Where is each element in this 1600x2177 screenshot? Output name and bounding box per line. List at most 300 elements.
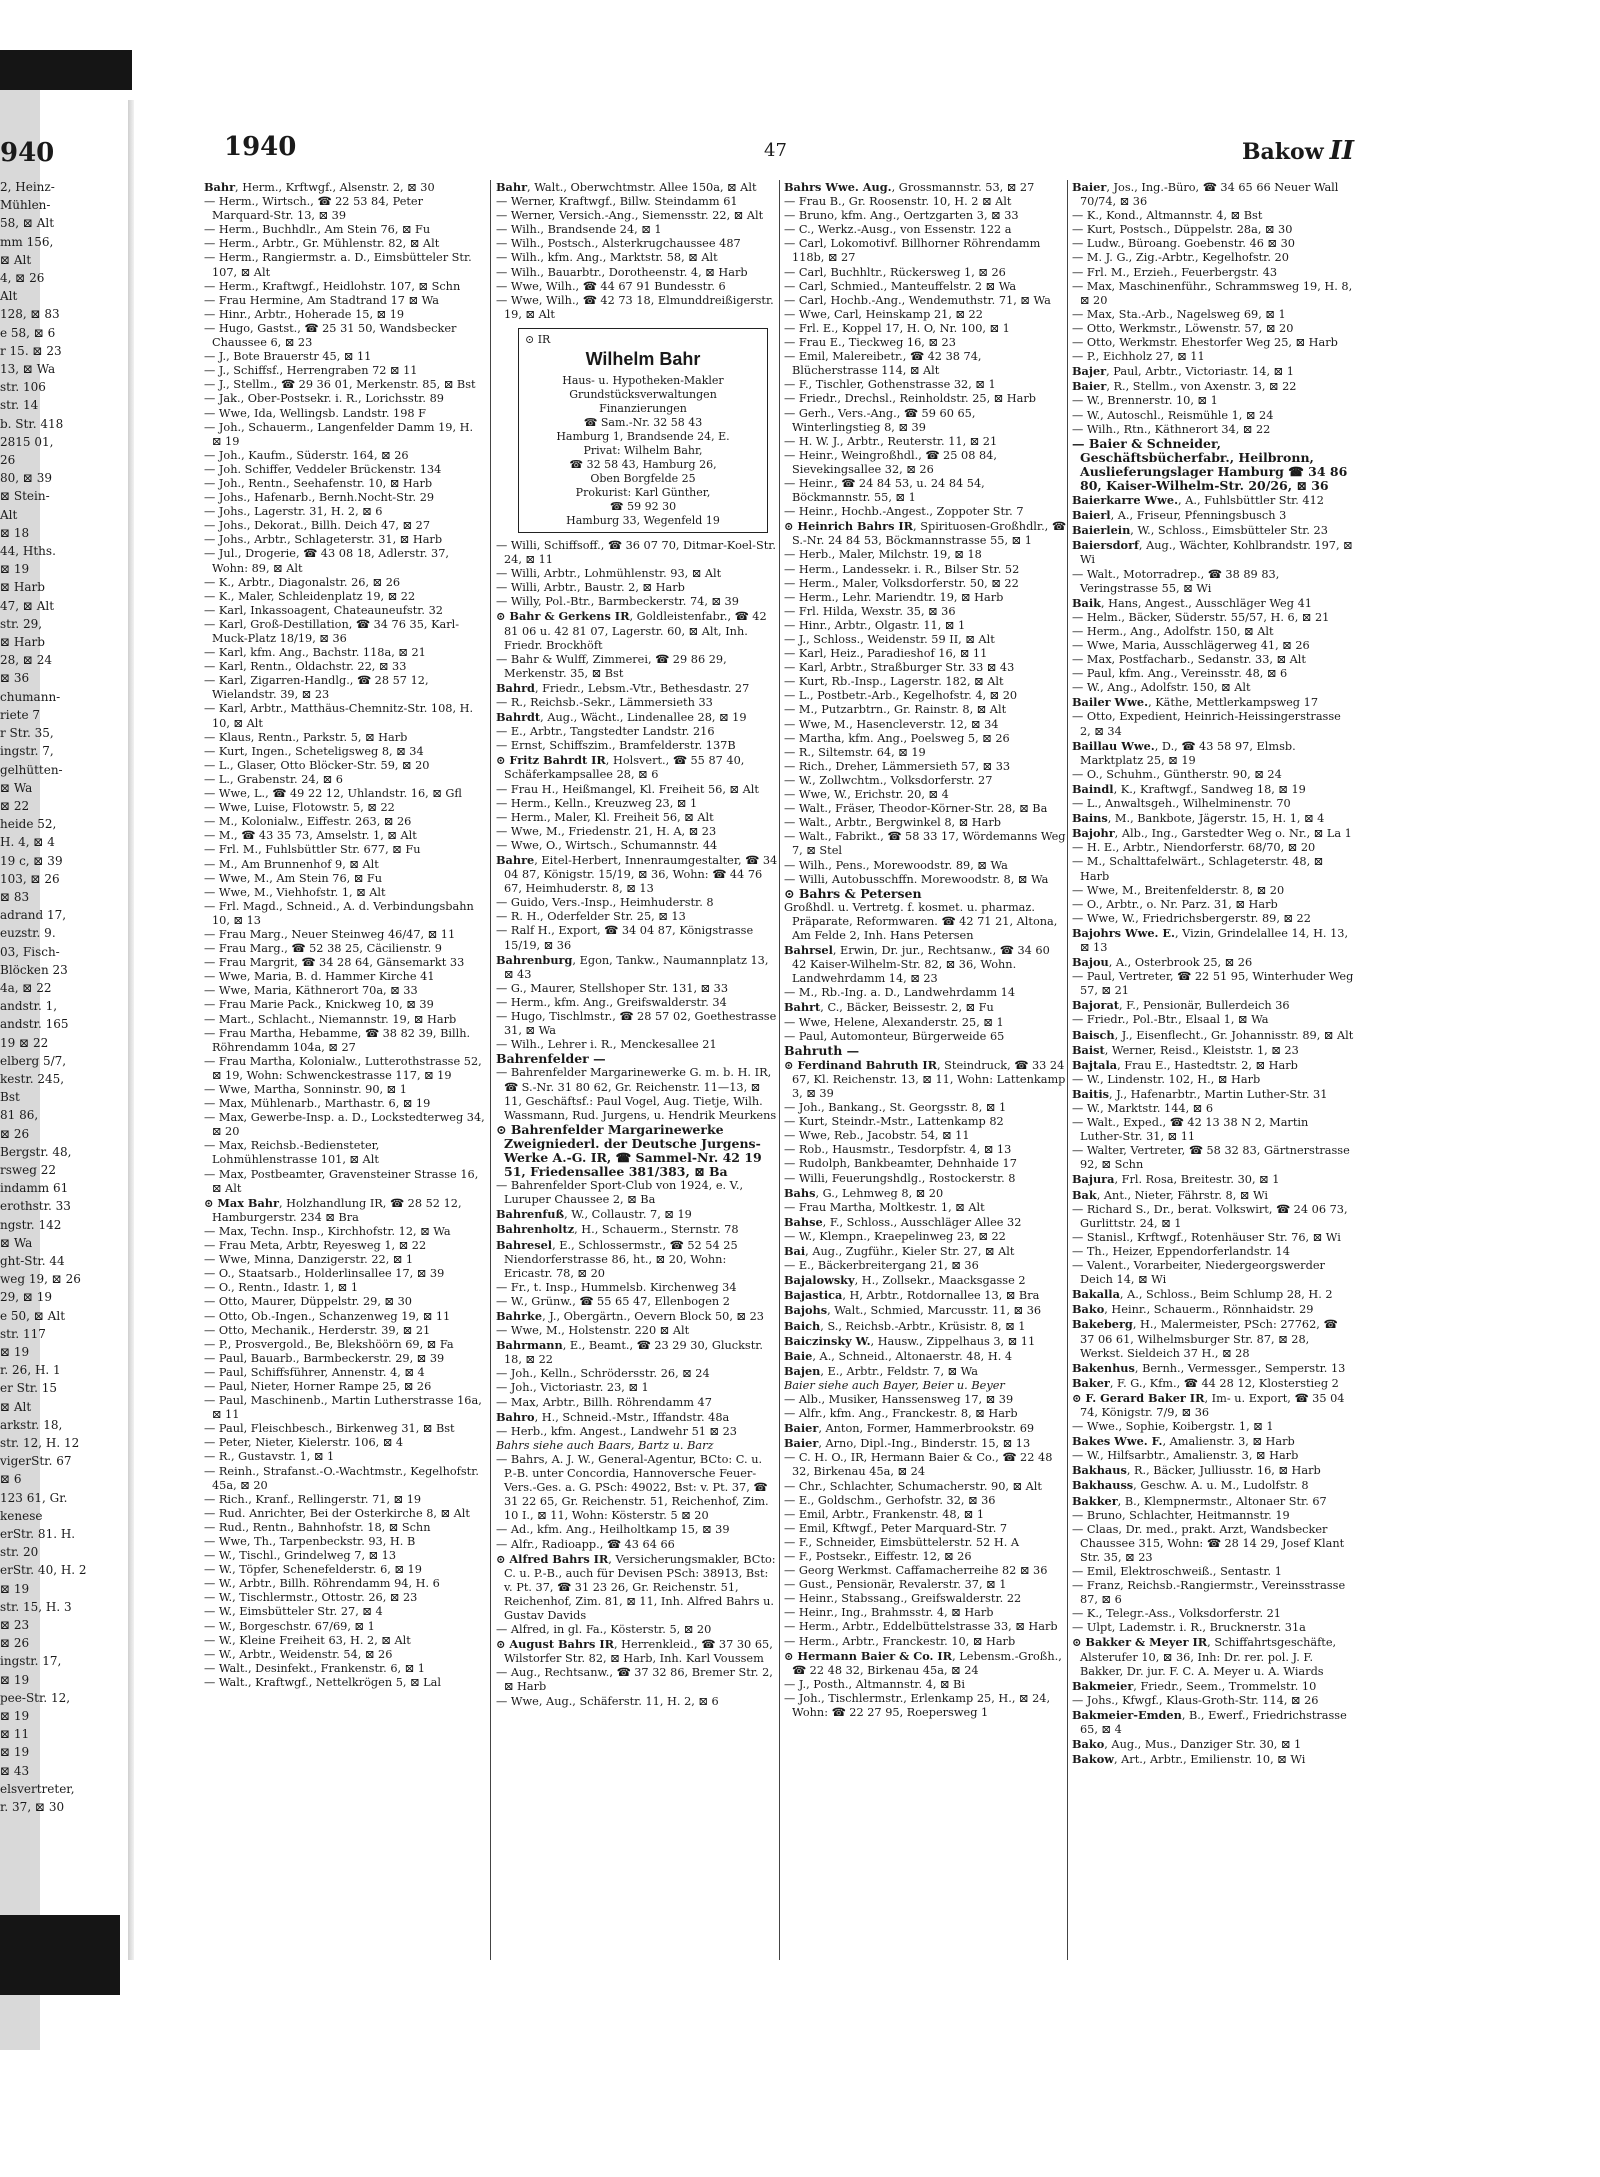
ad-line: Prokurist: Karl Günther, [575,485,711,499]
directory-entry: ⊙ Bahr & Gerkens IR, Goldleistenfabr., ☎ 42 81 06 u. 42 81 07, Lagerstr. 60, ⊠ Alt, Inh. Friedr. Brockhöft [496,609,767,652]
column-2 [496,180,778,1970]
entry-surname: Bajer [1072,364,1107,379]
directory-entry: — W., Ang., Adolfstr. 150, ⊠ Alt [1072,681,1251,695]
directory-entry: — Ulpt, Lademstr. i. R., Brucknerstr. 31a [1072,1621,1306,1635]
directory-entry: — Martha, kfm. Ang., Poelsweg 5, ⊠ 26 [784,731,1010,745]
directory-entry: — Herm., Maler, Volksdorferstr. 50, ⊠ 22 [784,576,1019,590]
directory-entry: — Wwe., Sophie, Koibergstr. 1, ⊠ 1 [1072,1420,1274,1434]
directory-entry: — O., Rentn., Idastr. 1, ⊠ 1 [204,1281,359,1295]
entry-surname: Baiczinsky W. [784,1333,871,1348]
entry-surname: Bahro [496,1409,535,1424]
directory-entry: — Frl. E., Koppel 17, H. O, Nr. 100, ⊠ 1 [784,321,1010,335]
directory-entry: Bajou, A., Osterbrook 25, ⊠ 26 [1072,955,1253,970]
directory-entry: Baier, Arno, Dipl.-Ing., Binderstr. 15, ⊠ 13 [784,1436,1031,1451]
left-page-fragment-line: 80, ⊠ 39 [0,471,53,486]
left-page-fragment-line: 4a, ⊠ 22 [0,980,52,995]
directory-entry: — Heinr., Hochb.-Angest., Zoppoter Str. 7 [784,505,1024,519]
left-page-fragment-line: e 58, ⊠ 6 [0,325,56,340]
entry-surname: Bajen [784,1363,821,1378]
directory-entry: Bahse, F., Schloss., Ausschläger Allee 32 [784,1214,1022,1229]
directory-entry: — Otto, Werkmstr. Ehestorfer Weg 25, ⊠ Harb [1072,336,1338,350]
directory-entry: — Wwe, Th., Tarpenbeckstr. 93, H. B [204,1535,416,1548]
left-page-fragment-line: ⊠ 19 [0,1745,30,1760]
entry-surname: Bajtala [1072,1057,1118,1072]
directory-entry: — Heinr., Stabssang., Greifswalderstr. 22 [784,1592,1022,1606]
left-page-fragment-line: ⊠ Alt [0,252,32,267]
left-page-fragment-line: ⊠ 36 [0,671,30,686]
left-page-fragment-line: adrand 17, [0,908,67,923]
directory-entry: — P., Eichholz 27, ⊠ 11 [1072,350,1205,364]
directory-entry: — M., Rb.-Ing. a. D., Landwehrdamm 14 [784,986,1016,1000]
directory-entry: — Willi, Autobusschffn. Morewoodstr. 8, ⊠ Wa [784,872,1049,886]
directory-entry: — J., Stellm., ☎ 29 36 01, Merkenstr. 85, ⊠ Bst [204,378,476,392]
directory-entry: — W., Brennerstr. 10, ⊠ 1 [1072,394,1218,408]
directory-entry: — Herb., Maler, Milchstr. 19, ⊠ 18 [784,548,982,562]
left-page-fragment-line: str. 29, [0,616,43,631]
left-page-fragment-line: erStr. 81. H. [0,1527,76,1542]
directory-entry: — Kurt, Postsch., Düppelstr. 28a, ⊠ 30 [1072,223,1293,237]
directory-entry: — Wwe, M., Hasencleverstr. 12, ⊠ 34 [784,717,999,731]
directory-entry: — Rob., Hausmstr., Tesdorpfstr. 4, ⊠ 13 [784,1143,1012,1157]
directory-entry: — Wwe, Maria, B. d. Hammer Kirche 41 [204,970,435,984]
directory-entry: — Rud., Rentn., Bahnhofstr. 18, ⊠ Schn [204,1520,431,1534]
directory-entry: — O., Arbtr., o. Nr. Parz. 31, ⊠ Harb [1072,897,1278,911]
directory-entry: — Guido, Vers.-Insp., Heimhuderstr. 8 [496,896,714,910]
left-page-fragment-line: ⊠ 23 [0,1618,30,1633]
directory-entry: — Walt., Desinfekt., Frankenstr. 6, ⊠ 1 [204,1661,425,1675]
entry-surname: ⊙ Hermann Baier & Co. IR [784,1648,953,1663]
directory-entry: — E., Goldschm., Gerhofstr. 32, ⊠ 36 [784,1493,996,1507]
left-page-fragment-line: indamm 61 [0,1181,69,1196]
entry-surname: Baie [784,1348,813,1363]
directory-entry: — F., Schneider, Eimsbüttelerstr. 52 H. A [784,1535,1020,1549]
directory-entry: Bajohrs Wwe. E., Vizin, Grindelallee 14, H. 13, ⊠ 13 [1072,925,1349,954]
directory-entry: — Ernst, Schiffszim., Bramfelderstr. 137B [496,739,736,753]
directory-entry: — Bahrenfelder Margarinewerke G. m. b. H. IR, ☎ S.-Nr. 31 80 62, Gr. Reichenstr. 11—13, ⊠ 11, Geschäftsf.: Paul Vogel, Aug. Tietje, Wilh. Wassmann, Rud. Jurgens, u. Hendrik Meurkens [496,1066,777,1122]
entry-surname: Bahre [496,853,535,867]
directory-entry: — Paul, Bauarb., Barmbeckerstr. 29, ⊠ 39 [204,1351,445,1365]
directory-entry: — Wwe, Ida, Wellingsb. Landstr. 198 F [204,406,426,420]
left-page-fragment-line: 03, Fisch- [0,944,60,959]
entry-surname: Bakker [1072,1493,1118,1508]
entry-surname: Bains [1072,811,1108,826]
left-page-fragment-line: andstr. 1, [0,999,58,1014]
directory-entry: — Frau Hermine, Am Stadtrand 17 ⊠ Wa [204,293,440,307]
directory-entry: — F., Postsekr., Eiffestr. 12, ⊠ 26 [784,1550,972,1563]
entry-surname: Bahresel [496,1237,553,1252]
directory-entry: — Emil, Elektroschweiß., Sentastr. 1 [1072,1565,1282,1578]
left-page-fragment-line: ⊠ Wa [0,1235,33,1250]
directory-entry: — Wilh., Lehrer i. R., Menckesallee 21 [496,1038,717,1052]
directory-entry: — Emil, Kftwgf., Peter Marquard-Str. 7 [784,1521,1008,1535]
directory-entry: — Johs., Lagerstr. 31, H. 2, ⊠ 6 [204,505,383,519]
ad-line: Haus- u. Hypotheken-Makler [562,373,724,387]
directory-entry: — Hugo, Gastst., ☎ 25 31 50, Wandsbecker Chaussee 6, ⊠ 23 [204,321,457,350]
directory-entry: — Frau H., Heißmangel, Kl. Freiheit 56, ⊠ Alt [496,782,759,796]
left-page-fragment-line: H. 4, ⊠ 4 [0,835,55,850]
directory-entry: Baiczinsky W., Hausw., Zippelhaus 3, ⊠ 11 [784,1333,1036,1348]
directory-entry: — Karl, Rentn., Oldachstr. 22, ⊠ 33 [204,660,407,674]
directory-entry: — Wwe, W., Erichstr. 20, ⊠ 4 [784,788,949,802]
directory-entry: — Frau Martha, Moltkestr. 1, ⊠ Alt [784,1200,985,1214]
entry-surname: Bahrenburg [496,952,573,967]
directory-entry: Baik, Hans, Angest., Ausschläger Weg 41 [1072,595,1312,610]
directory-entry: — O., Staatsarb., Holderlinsallee 17, ⊠ 39 [204,1267,445,1281]
directory-entry: Bajastica, H, Arbtr., Rotdornallee 13, ⊠ Bra [784,1288,1040,1303]
page-header [204,130,1354,170]
directory-entry: Bakow, Art., Arbtr., Emilienstr. 10, ⊠ Wi [1072,1752,1306,1767]
directory-entry: — Paul, kfm. Ang., Vereinsstr. 48, ⊠ 6 [1072,667,1288,681]
directory-entry: Bahre, Eitel-Herbert, Innenraumgestalter, ☎ 34 04 87, Königstr. 15/19, ⊠ 36, Wohn: ☎ 44 76 67, Heimhuderstr. 8, ⊠ 13 [496,853,778,896]
ad-line: Privat: Wilhelm Bahr, [583,443,703,457]
entry-surname: Bajohrs Wwe. E. [1072,925,1175,940]
directory-entry: Großhdl. u. Vertretg. f. kosmet. u. pharmaz. Präparate, Reformwaren. ☎ 42 71 21, Altona, Am Felde 2, Inh. Hans Petersen [784,900,1058,942]
left-page-fragment-line: 58, ⊠ Alt [0,216,55,231]
left-page-fragment-line: ⊠ 83 [0,889,30,904]
directory-entry: — Otto, Mechanik., Herderstr. 39, ⊠ 21 [204,1323,431,1337]
directory-entry: — Wwe, Reb., Jacobstr. 54, ⊠ 11 [784,1129,970,1143]
directory-entry: Bajer, Paul, Arbtr., Victoriastr. 14, ⊠ 1 [1072,364,1294,379]
directory-entry: — Max, Maschinenführ., Schrammsweg 19, H. 8, ⊠ 20 [1072,279,1353,307]
left-page-fragment-line: Alt [0,507,18,522]
directory-entry: Bakalla, A., Schloss., Beim Schlump 28, H. 2 [1072,1287,1333,1302]
directory-entry: — Max, Postbeamter, Gravensteiner Strasse 16, ⊠ Alt [204,1167,479,1195]
directory-entry: — Otto, Ob.-Ingen., Schanzenweg 19, ⊠ 11 [204,1309,451,1323]
directory-entry: — Wwe, Minna, Danzigerstr. 22, ⊠ 1 [204,1253,414,1267]
directory-entry: Bakmeier-Emden, B., Ewerf., Friedrichstrasse 65, ⊠ 4 [1072,1707,1347,1737]
directory-entry: — K., Kond., Altmannstr. 4, ⊠ Bst [1072,209,1263,223]
directory-entry: — Johs., Arbtr., Schlageterstr. 31, ⊠ Harb [204,533,443,547]
directory-entry: — Frau Margrit, ☎ 34 28 64, Gänsemarkt 33 [204,956,465,970]
directory-entry: — Wwe, M., Viehhofstr. 1, ⊠ Alt [204,885,386,899]
directory-entry: — Kurt, Steindr.-Mstr., Lattenkamp 82 [784,1115,1004,1129]
directory-entry: — Herm., Landessekr. i. R., Bilser Str. 52 [784,562,1020,576]
directory-entry: — R., Reichsb.-Sekr., Lämmersieth 33 [496,695,713,709]
directory-entry: Bajura, Frl. Rosa, Breitestr. 30, ⊠ 1 [1072,1172,1280,1187]
directory-entry: Bakeberg, H., Malermeister, PSch: 27762, ☎ 37 06 61, Wilhelmsburger Str. 87, ⊠ 28, Werkst. Sieldeich 37 H., ⊠ 28 [1072,1317,1338,1360]
left-page-fragment-line: chumann- [0,689,61,704]
entry-surname: Bakmeier-Emden [1072,1707,1182,1722]
directory-entry: — Chr., Schlachter, Schumacherstr. 90, ⊠ Alt [784,1479,1042,1493]
directory-entry: — Carl, Lokomotivf. Billhorner Röhrendamm 118b, ⊠ 27 [784,237,1041,265]
entry-surname: Bajohs [784,1303,828,1318]
left-page-fragment-line: 44, Hths. [0,544,56,559]
left-page-fragment-line: erStr. 40, H. 2 [0,1563,87,1578]
directory-entry: Bahrmann, E., Beamt., ☎ 23 29 30, Gluckstr. 18, ⊠ 22 [496,1338,764,1367]
directory-entry: — Joh., Kelln., Schrödersstr. 26, ⊠ 24 [496,1367,710,1381]
left-page-fragment-line: andstr. 165 [0,1017,69,1032]
directory-entry: — Karl, Groß-Destillation, ☎ 34 76 35, Karl-Muck-Platz 18/19, ⊠ 36 [204,617,460,645]
directory-entry: — Karl, Zigarren-Handlg., ☎ 28 57 12, Wielandstr. 39, ⊠ 23 [204,674,429,702]
left-page-fragment-line: ⊠ Harb [0,580,45,595]
directory-entry: — Walt., Kraftwgf., Nettelkrögen 5, ⊠ Lal [204,1675,441,1689]
left-page-fragment-line: vigerStr. 67 [0,1454,72,1469]
entry-surname: Bakeberg [1072,1317,1133,1332]
directory-entry: ⊙ Alfred Bahrs IR, Versicherungsmakler, BCto: C. u. P.-B., auch für Devisen PSch: 38913, Bst: v. Pt. 37, ☎ 31 23 26, Gr. Reichenstr. 51, Reichenhof, Zim. 81, ⊠ 11, Inh. Alfred Bahrs u. Gustav Davids [496,1551,776,1622]
directory-entry: Bahr, Herm., Krftwgf., Alsenstr. 2, ⊠ 30 [204,180,435,194]
directory-entry: — Kurt, Ingen., Scheteligsweg 8, ⊠ 34 [204,744,424,758]
directory-entry: — Max, Arbtr., Billh. Röhrendamm 47 [496,1395,712,1409]
directory-entry: — Frau B., Gr. Roosenstr. 10, H. 2 ⊠ Alt [784,195,1012,209]
directory-entry: — Stanisl., Krftwgf., Rotenhäuser Str. 76, ⊠ Wi [1072,1230,1341,1244]
left-page-fragment-line: 123 61, Gr. [0,1490,68,1505]
entry-surname: ⊙ Bahr & Gerkens IR [496,609,630,624]
directory-entry: Bains, M., Bankbote, Jägerstr. 15, H. 1, ⊠ 4 [1072,811,1325,826]
entry-surname: Bako [1072,1302,1105,1317]
entry-surname: Bakhauss [1072,1478,1134,1493]
directory-entry: — Reinh., Strafanst.-O.-Wachtmstr., Kegelhofstr. 45a, ⊠ 20 [204,1464,479,1492]
left-page-fragment-line: Bergstr. 48, [0,1144,72,1159]
left-page-fragment-line: 47, ⊠ Alt [0,598,55,613]
section-number: II [1329,136,1354,166]
left-page-fragment-line: ngstr. 142 [0,1217,62,1232]
directory-entry: Bakenhus, Bernh., Vermessger., Semperstr. 13 [1072,1360,1346,1375]
directory-entry: — W., Kleine Freiheit 63, H. 2, ⊠ Alt [204,1633,411,1647]
directory-entry: — Heinr., ☎ 24 84 53, u. 24 84 54, Böckmannstr. 55, ⊠ 1 [784,476,985,505]
directory-entry: — Paul, Maschinenb., Martin Lutherstrasse 16a, ⊠ 11 [204,1394,482,1422]
entry-surname: ⊙ Alfred Bahrs IR [496,1551,609,1566]
entry-surname: Baisch [1072,1027,1115,1042]
entry-surname: Baier [784,1421,819,1436]
directory-entry: — W., Arbtr., Billh. Röhrendamm 94, H. 6 [204,1577,440,1591]
left-page-fragment-line: Blöcken 23 [0,962,68,977]
directory-entry: — Karl, kfm. Ang., Bachstr. 118a, ⊠ 21 [204,646,426,660]
left-page-fragment-line: pee-Str. 12, [0,1690,71,1705]
entry-surname: Baierl [1072,508,1111,523]
directory-entry: — J., Schloss., Weidenstr. 59 II, ⊠ Alt [784,633,995,646]
directory-entry: Bakmeier, Friedr., Seem., Trommelstr. 10 [1072,1678,1317,1693]
directory-entry: — M., Putzarbtrn., Gr. Rainstr. 8, ⊠ Alt [784,703,1007,717]
entry-surname: Bahs [784,1185,816,1200]
directory-entry: — Paul, Fleischbesch., Birkenweg 31, ⊠ Bst [204,1422,455,1436]
directory-entry: — J., Schiffsf., Herrengraben 72 ⊠ 11 [204,364,418,378]
directory-entry: — Wwe, Carl, Heinskamp 21, ⊠ 22 [784,307,983,321]
directory-entry: — K., Arbtr., Diagonalstr. 26, ⊠ 26 [204,575,401,589]
entry-surname: Bajou [1072,955,1109,970]
entry-surname: Bajastica [784,1288,843,1303]
directory-entry: Bahr, Walt., Oberwchtmstr. Allee 150a, ⊠ Alt [496,180,757,194]
directory-entry: — Bahr & Wulff, Zimmerei, ☎ 29 86 29, Merkenstr. 35, ⊠ Bst [496,652,727,680]
directory-entry: Bako, Aug., Mus., Danziger Str. 30, ⊠ 1 [1072,1737,1302,1752]
directory-entry: — Wwe, Martha, Sonninstr. 90, ⊠ 1 [204,1083,407,1096]
ad-line: Oben Borgfelde 25 [590,471,696,485]
entry-surname: Bahse [784,1214,823,1229]
left-page-fragment-line: ght-Str. 44 [0,1253,65,1268]
left-page-fragment-line: er Str. 15 [0,1381,58,1396]
directory-entry: Baiersdorf, Aug., Wächter, Kohlbrandstr. 197, ⊠ Wi [1072,538,1353,567]
directory-entry: — Willi, Arbtr., Baustr. 2, ⊠ Harb [496,581,685,595]
directory-entry: — L., Glaser, Otto Blöcker-Str. 59, ⊠ 20 [204,758,430,772]
directory-entry: — Joh., Tischlermstr., Erlenkamp 25, H., ⊠ 24, Wohn: ☎ 22 27 95, Roepersweg 1 [784,1691,1051,1720]
directory-entry: — C., Werkz.-Ausg., von Essenstr. 122 a [784,223,1012,237]
directory-entry: — Willi, Schiffsoff., ☎ 36 07 70, Ditmar-Koel-Str. 24, ⊠ 11 [496,538,777,567]
directory-entry: — Kurt, Rb.-Insp., Lagerstr. 182, ⊠ Alt [784,675,1004,689]
directory-entry: — W., Arbtr., Weidenstr. 54, ⊠ 26 [204,1647,393,1661]
entry-surname: ⊙ Bakker & Meyer IR [1072,1635,1208,1650]
directory-entry: — Wwe, Luise, Flotowstr. 5, ⊠ 22 [204,801,395,815]
directory-entry: — Bahrs, A. J. W., General-Agentur, BCto: C. u. P.-B. unter Concordia, Hannoversche Feuer-Vers.-Ges. a. G. PSch: 49022, Bst: v. Pt. 37, ☎ 31 22 65, Gr. Reichenstr. 51, Reichenhof, Zim. 10 I., ⊠ 11, Wohn: Kösterstr. 5 ⊠ 20 [496,1452,769,1523]
directory-entry: Bahruth — [784,1042,860,1058]
ad-line: ☎ Sam.-Nr. 32 58 43 [583,415,703,429]
advertisement-box [518,328,768,533]
directory-entry: — Wilh., Brandsende 24, ⊠ 1 [496,223,662,237]
directory-entry: — Otto, Expedient, Heinrich-Heissingerstrasse 2, ⊠ 34 [1072,710,1341,738]
entry-surname: Bahrke [496,1309,543,1323]
directory-entry: Bajohr, Alb., Ing., Garstedter Weg o. Nr., ⊠ La 1 [1072,826,1352,841]
directory-entry: — Joh., Kaufm., Süderstr. 164, ⊠ 26 [204,448,409,462]
directory-entry: — Wwe, O., Wirtsch., Schumannstr. 44 [496,838,718,852]
directory-entry: ⊙ Fritz Bahrdt IR, Holsvert., ☎ 55 87 40, Schäferkampsallee 28, ⊠ 6 [496,753,745,782]
left-page-year: 940 [0,138,55,168]
section-name: Bakow [1241,139,1324,165]
directory-entry: — Wwe, Maria, Käthnerort 70a, ⊠ 33 [204,984,418,998]
directory-entry: — Wilh., Postsch., Alsterkrugchaussee 487 [496,237,741,251]
entry-surname: Bak [1072,1187,1097,1202]
left-page-fragment-line: 19 c, ⊠ 39 [0,853,63,868]
directory-entry: — Max, Techn. Insp., Kirchhofstr. 12, ⊠ Wa [204,1224,451,1238]
left-page-fragment-line: r Str. 35, [0,726,54,741]
directory-entry: — Hinr., Arbtr., Hoherade 15, ⊠ 19 [204,307,405,321]
directory-entry: — Herm., Kraftwgf., Heidlohstr. 107, ⊠ Schn [204,279,461,293]
left-page-fragment-line: ⊠ 43 [0,1763,30,1778]
directory-entry: — Ludw., Büroang. Goebenstr. 46 ⊠ 30 [1072,237,1295,251]
directory-entry: — P., Prosvergold., Be, Blekshöörn 69, ⊠ Fa [204,1337,454,1351]
directory-entry: — Bruno, Schlachter, Heitmannstr. 19 [1072,1508,1290,1522]
left-page-fragment-line: ⊠ 19 [0,1345,30,1359]
left-page-fragment-line: gelhütten- [0,762,63,777]
directory-entry: Baich, S., Reichsb.-Arbtr., Krüsistr. 8, ⊠ 1 [784,1318,1026,1333]
left-page-fragment-line: kenese [0,1508,43,1523]
directory-entry: — Frau Meta, Arbtr, Reyesweg 1, ⊠ 22 [204,1239,427,1253]
directory-entry: — F., Tischler, Gothenstrasse 32, ⊠ 1 [784,378,996,392]
left-page-fragment-line: elberg 5/7, [0,1053,67,1068]
directory-entry: — Wwe, L., ☎ 49 22 12, Uhlandstr. 16, ⊠ Gfl [204,787,462,801]
directory-entry: — M., Schalttafelwärt., Schlageterstr. 48, ⊠ Harb [1072,855,1324,883]
directory-entry: — Klaus, Rentn., Parkstr. 5, ⊠ Harb [204,730,408,744]
directory-entry: Baillau Wwe., D., ☎ 43 58 97, Elmsb. Marktplatz 25, ⊠ 19 [1072,738,1296,767]
directory-entry: ⊙ Bahrenfelder Margarinewerke Zweigniederl. der Deutsche Jurgens-Werke A.-G. IR, ☎ Sammel-Nr. 42 19 51, Friedensallee 381/383, ⊠ Ba [496,1121,762,1180]
column-rule [1067,180,1068,1960]
directory-entry: Bakhaus, R., Bäcker, Julliusstr. 16, ⊠ Harb [1072,1463,1321,1478]
directory-entry: — W., Autoschl., Reismühle 1, ⊠ 24 [1072,408,1274,422]
directory-entry: — Paul, Vertreter, ☎ 22 51 95, Winterhuder Weg 57, ⊠ 21 [1072,970,1354,998]
left-page-fragment-line: str. 15, H. 3 [0,1599,72,1614]
directory-entry: — Willy, Pol.-Btr., Barmbeckerstr. 74, ⊠ 39 [496,595,739,609]
entry-surname: Baier [784,1436,819,1451]
entry-surname: Baik [1072,595,1101,610]
directory-entry: — Karl, Arbtr., Straßburger Str. 33 ⊠ 43 [784,661,1015,675]
left-page-fragment-line: erothstr. 33 [0,1199,71,1214]
entry-surname: ⊙ F. Gerard Baker IR [1072,1390,1205,1405]
directory-entry: — Johs., Kfwgf., Klaus-Groth-Str. 114, ⊠ 26 [1072,1693,1319,1707]
directory-entry: Bahrt, C., Bäcker, Beissestr. 2, ⊠ Fu [784,1000,994,1015]
column-1 [204,180,486,1970]
directory-entry: Baker, F. G., Kfm., ☎ 44 28 12, Klosterstieg 2 [1072,1375,1339,1390]
ad-line: Finanzierungen [599,401,687,415]
directory-entry: — R., Siltemstr. 64, ⊠ 19 [784,745,926,759]
directory-entry: — Frau Martha, Kolonialw., Lutterothstrasse 52, ⊠ 19, Wohn: Schwenckestrasse 117, ⊠ 19 [204,1054,482,1082]
left-page-lines [0,178,112,1816]
left-page-fragment-line: str. 106 [0,380,46,395]
directory-entry: — W., Eimsbütteler Str. 27, ⊠ 4 [204,1605,383,1619]
left-page-fragment-line: 28, ⊠ 24 [0,653,53,668]
directory-entry: — M., ☎ 43 35 73, Amselstr. 1, ⊠ Alt [204,829,417,843]
directory-entry: — R., Gustavstr. 1, ⊠ 1 [204,1450,335,1464]
directory-entry: — K., Telegr.-Ass., Volksdorferstr. 21 [1072,1607,1281,1621]
directory-entry: — W., Borgeschstr. 67/69, ⊠ 1 [204,1619,375,1633]
directory-entry: — Walt., Motorradrep., ☎ 38 89 83, Veringstrasse 55, ⊠ Wi [1072,567,1280,595]
ad-marker: ⊙ IR [525,332,551,346]
left-page-fragment-line: ⊠ 6 [0,1472,22,1487]
directory-entry: — Jak., Ober-Postsekr. i. R., Lorichsstr. 89 [204,392,444,406]
directory-entry: — W., Lindenstr. 102, H., ⊠ Harb [1072,1072,1261,1086]
left-page-fragment-line: e 50, ⊠ Alt [0,1308,66,1323]
directory-entry: — Carl, Schmied., Manteuffelstr. 2 ⊠ Wa [784,279,1017,293]
directory-entry: Bahrenfelder — [496,1051,606,1067]
entry-surname: Bako [1072,1737,1105,1752]
directory-entry: ⊙ Max Bahr, Holzhandlung IR, ☎ 28 52 12, Hamburgerstr. 234 ⊠ Bra [204,1195,462,1224]
left-page-fragment-line: ⊠ Wa [0,780,33,795]
directory-entry: — Franz, Reichsb.-Rangiermstr., Vereinsstrasse 87, ⊠ 6 [1072,1579,1346,1607]
entry-surname: Bajohr [1072,826,1115,841]
left-page-fragment-line: str. 14 [0,398,39,413]
directory-entry: — Joh., Schauerm., Langenfelder Damm 19, H. ⊠ 19 [204,420,474,448]
directory-entry: Bahs, G., Lehmweg 8, ⊠ 20 [784,1185,944,1200]
column-3 [784,180,1066,1970]
entry-surname: Bajura [1072,1172,1115,1187]
left-page-fragment-line: ⊠ 26 [0,1636,30,1651]
left-page-fragment-line: ⊠ 22 [0,798,30,813]
directory-entry: Bahrd, Friedr., Lebsm.-Vtr., Bethesdastr. 27 [496,680,750,695]
left-page-fragment-line: r 15. ⊠ 23 [0,343,62,358]
directory-entry: Bahresel, E., Schlossermstr., ☎ 52 54 25 Niendorferstrasse 86, ht., ⊠ 20, Wohn: Ericastr. 78, ⊠ 20 [496,1237,738,1280]
entry-surname: Bakhaus [1072,1463,1127,1478]
directory-entry: — Carl, Hochb.-Ang., Wendemuthstr. 71, ⊠ Wa [784,293,1051,307]
ad-line: ☎ 59 92 30 [609,499,677,513]
directory-entry: — Max, Mühlenarb., Marthastr. 6, ⊠ 19 [204,1097,431,1111]
directory-entry: — Alfred, in gl. Fa., Kösterstr. 5, ⊠ 20 [496,1623,712,1637]
left-page-fragment-line: heide 52, [0,817,57,832]
directory-entry: — Rud. Anrichter, Bei der Osterkirche 8, ⊠ Alt [204,1506,470,1520]
directory-entry: — Frl. Hilda, Wexstr. 35, ⊠ 36 [784,604,956,618]
entry-surname: ⊙ August Bahrs IR [496,1637,614,1652]
directory-entry: — Herm., Buchhdlr., Am Stein 76, ⊠ Fu [204,223,431,237]
column-rule [779,180,780,1960]
directory-entry: — Karl, Inkassoagent, Chateauneufstr. 32 [204,603,443,617]
directory-entry: — Frau E., Tieckweg 16, ⊠ 23 [784,336,956,350]
directory-entry: — Walt., Fräser, Theodor-Körner-Str. 28, ⊠ Ba [784,802,1048,816]
left-page-fragment-line: r. 37, ⊠ 30 [0,1800,65,1815]
directory-entry: Baist, Werner, Reisd., Kleiststr. 1, ⊠ 23 [1072,1042,1299,1057]
directory-entry: — Werner, Versich.-Ang., Siemensstr. 22, ⊠ Alt [496,209,764,223]
directory-entry: — J., Bote Brauerstr 45, ⊠ 11 [204,350,372,364]
directory-entry: — Helm., Bäcker, Süderstr. 55/57, H. 6, ⊠ 21 [1072,610,1330,624]
directory-entry: — Paul, Nieter, Horner Rampe 25, ⊠ 26 [204,1379,432,1393]
left-page-fragment-line: 4, ⊠ 26 [0,271,45,286]
left-page-fragment-line: 2815 01, [0,434,54,449]
directory-entry: — Frau Martha, Hebamme, ☎ 38 82 39, Billh. Röhrendamm 104a, ⊠ 27 [204,1026,471,1054]
directory-entry: — Claas, Dr. med., prakt. Arzt, Wandsbecker Chaussee 315, Wohn: ☎ 28 14 29, Josef Klant Str. 35, ⊠ 23 [1072,1522,1345,1564]
directory-entry: Bajorat, F., Pensionär, Bullerdeich 36 [1072,998,1290,1013]
entry-surname: Bahrenholtz [496,1222,575,1237]
directory-entry: — Herm., kfm. Ang., Greifswalderstr. 34 [496,995,727,1009]
entry-surname: Baier [1072,379,1107,394]
left-page-fragment-line: kestr. 245, [0,1071,65,1086]
directory-entry: Baindl, K., Kraftwgf., Sandweg 18, ⊠ 19 [1072,781,1306,796]
directory-entry: Bakhauss, Geschw. A. u. M., Ludolfstr. 8 [1072,1478,1309,1493]
directory-entry: — Walter, Vertreter, ☎ 58 32 83, Gärtnerstrasse 92, ⊠ Schn [1072,1144,1350,1172]
directory-entry: Bak, Ant., Nieter, Fährstr. 8, ⊠ Wi [1072,1187,1268,1202]
